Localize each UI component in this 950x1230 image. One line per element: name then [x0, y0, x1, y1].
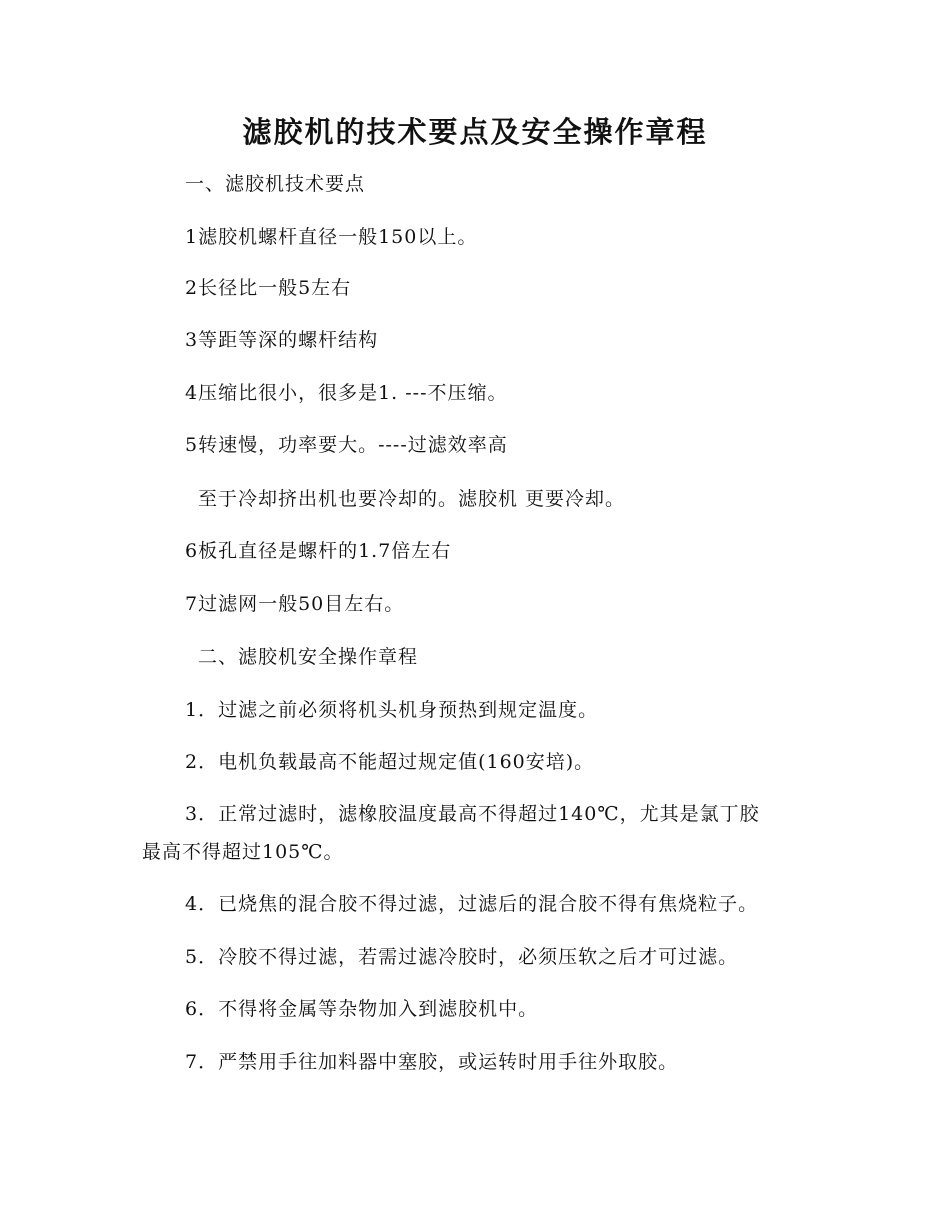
safety-rule-3-continued: 最高不得超过105℃。 [142, 841, 344, 863]
tech-point-3: 3等距等深的螺杆结构 [185, 329, 379, 351]
safety-rule-7: 7．严禁用手往加料器中塞胶，或运转时用手往外取胶。 [185, 1051, 679, 1073]
safety-rule-1: 1．过滤之前必须将机头机身预热到规定温度。 [185, 699, 599, 721]
tech-point-6: 6板孔直径是螺杆的1.7倍左右 [185, 540, 452, 562]
safety-rule-4: 4．已烧焦的混合胶不得过滤，过滤后的混合胶不得有焦烧粒子。 [185, 893, 759, 915]
safety-rule-6: 6．不得将金属等杂物加入到滤胶机中。 [185, 998, 539, 1020]
safety-rule-3: 3．正常过滤时，滤橡胶温度最高不得超过140℃，尤其是氯丁胶 [185, 803, 760, 825]
tech-point-note: 至于冷却挤出机也要冷却的。滤胶机 更要冷却。 [198, 488, 626, 510]
tech-point-5: 5转速慢，功率要大。----过滤效率高 [185, 434, 508, 456]
section-heading-safety: 二、滤胶机安全操作章程 [198, 646, 419, 668]
safety-rule-5: 5．冷胶不得过滤，若需过滤冷胶时，必须压软之后才可过滤。 [185, 946, 739, 968]
tech-point-1: 1滤胶机螺杆直径一般150以上。 [185, 226, 478, 248]
section-heading-tech: 一、滤胶机技术要点 [185, 173, 366, 195]
tech-point-4: 4压缩比很小，很多是1. ---不压缩。 [185, 382, 508, 404]
document-title: 滤胶机的技术要点及安全操作章程 [242, 115, 708, 149]
safety-rule-2: 2．电机负载最高不能超过规定值(160安培)。 [185, 751, 595, 773]
tech-point-7: 7过滤网一般50目左右。 [185, 593, 405, 615]
tech-point-2: 2长径比一般5左右 [185, 277, 352, 299]
